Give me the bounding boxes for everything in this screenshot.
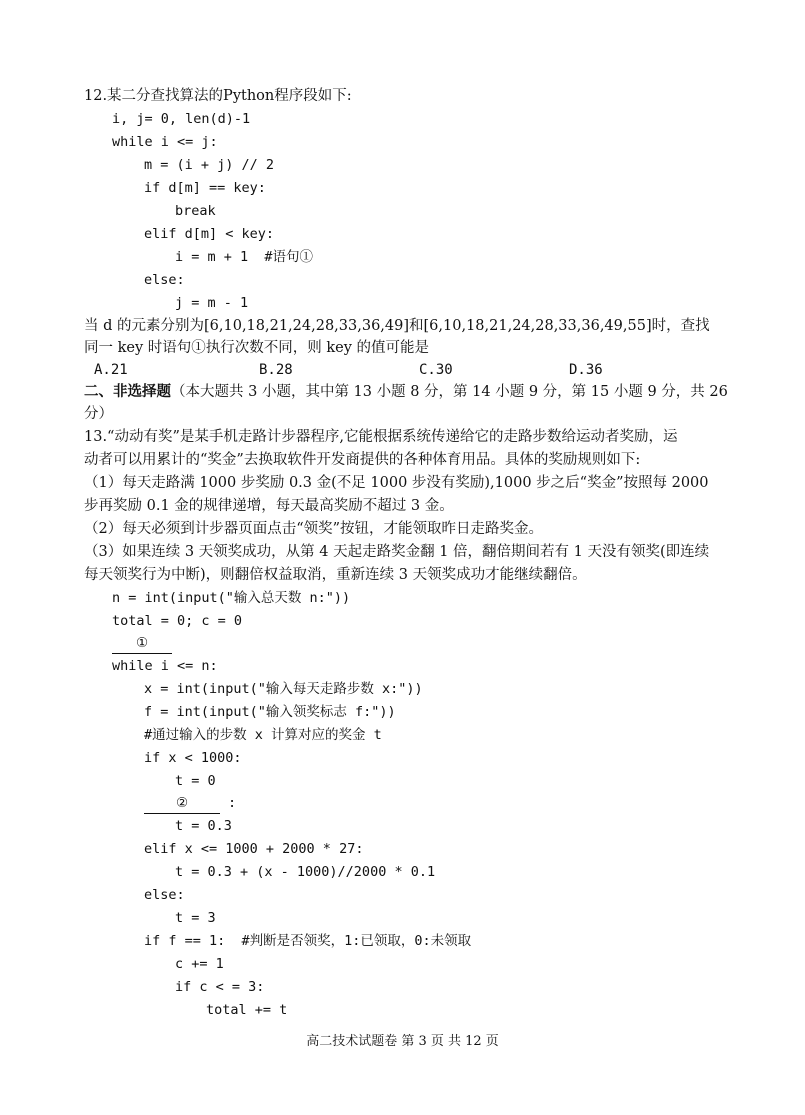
code-line: j = m - 1 xyxy=(175,295,249,311)
code-line: if d[m] == key: xyxy=(144,180,266,196)
section-note-2: 分） xyxy=(84,406,113,422)
section-heading-row xyxy=(84,382,728,402)
code-line: if x < 1000: xyxy=(144,750,242,766)
code-line: break xyxy=(175,203,216,219)
code-line: t = 0 xyxy=(175,773,216,789)
option-b: B.28 xyxy=(259,362,293,378)
q12-title: 12.某二分查找算法的Python程序段如下: xyxy=(84,88,352,104)
code-line: if c < = 3: xyxy=(175,979,265,995)
code-line: m = (i + j) // 2 xyxy=(144,157,275,173)
q13-rule-1a: （1）每天走路满 1000 步奖励 0.3 金(不足 1000 步没有奖励),1000 步之后“奖金”按照每 2000 xyxy=(84,475,709,491)
q13-paragraph-2: 动者可以用累计的“奖金”去换取软件开发商提供的各种体育用品。具体的奖励规则如下: xyxy=(84,452,641,468)
option-c: C.30 xyxy=(419,362,453,378)
code-line: c += 1 xyxy=(175,956,224,972)
q12-desc-1: 当 d 的元素分别为[6,10,18,21,24,28,33,36,49]和[6,10,18,21,24,28,33,36,49,55]时，查找 xyxy=(84,318,710,334)
option-a: A.21 xyxy=(94,362,128,378)
code-line: while i <= n: xyxy=(112,658,218,674)
code-line: n = int(input("输入总天数 n:")) xyxy=(112,590,351,606)
code-line: i = m + 1 #语句① xyxy=(175,249,314,265)
q13-rule-2: （2）每天必须到计步器页面点击“领奖”按钮，才能领取昨日走路奖金。 xyxy=(84,521,544,537)
code-line: t = 0.3 xyxy=(175,818,232,834)
code-line: i, j= 0, len(d)-1 xyxy=(112,111,251,127)
code-line: else: xyxy=(144,887,185,903)
code-line: elif x <= 1000 + 2000 * 27: xyxy=(144,841,364,857)
section-heading: 二、非选择题 xyxy=(84,383,171,400)
code-line: total = 0; c = 0 xyxy=(112,613,243,629)
q13-paragraph-1: 13.“动动有奖”是某手机走路计步器程序,它能根据系统传递给它的走路步数给运动者奖励，运 xyxy=(84,429,678,445)
section-note: （本大题共 3 小题，其中第 13 小题 8 分，第 14 小题 9 分，第 15 小题 9 分，共 26 xyxy=(171,384,728,400)
fill-blank-2: ② xyxy=(144,793,220,814)
q13-rule-1b: 步再奖励 0.1 金的规律递增，每天最高奖励不超过 3 金。 xyxy=(84,498,454,514)
code-line: if f == 1: #判断是否领奖，1:已领取，0:未领取 xyxy=(144,933,472,949)
blank-colon: : xyxy=(228,795,237,811)
q12-desc-2: 同一 key 时语句①执行次数不同，则 key 的值可能是 xyxy=(84,340,430,356)
option-d: D.36 xyxy=(569,362,603,378)
code-line: total += t xyxy=(206,1002,288,1018)
q13-rule-3b: 每天领奖行为中断)，则翻倍权益取消，重新连续 3 天领奖成功才能继续翻倍。 xyxy=(84,567,587,583)
fill-blank-1-row xyxy=(112,633,172,654)
q13-rule-3a: （3）如果连续 3 天领奖成功，从第 4 天起走路奖金翻 1 倍，翻倍期间若有 1 天没有领奖(即连续 xyxy=(84,544,710,560)
code-line: x = int(input("输入每天走路步数 x:")) xyxy=(144,681,423,697)
page-footer: 高二技术试题卷 第 3 页 共 12 页 xyxy=(306,1034,499,1049)
code-line: else: xyxy=(144,272,185,288)
fill-blank-2-row xyxy=(144,793,236,814)
fill-blank-1: ① xyxy=(112,633,172,654)
code-line: t = 0.3 + (x - 1000)//2000 * 0.1 xyxy=(175,864,436,880)
code-line: #通过输入的步数 x 计算对应的奖金 t xyxy=(144,727,382,743)
code-line: elif d[m] < key: xyxy=(144,226,275,242)
code-line: while i <= j: xyxy=(112,134,218,150)
code-line: f = int(input("输入领奖标志 f:")) xyxy=(144,704,396,720)
code-line: t = 3 xyxy=(175,910,216,926)
